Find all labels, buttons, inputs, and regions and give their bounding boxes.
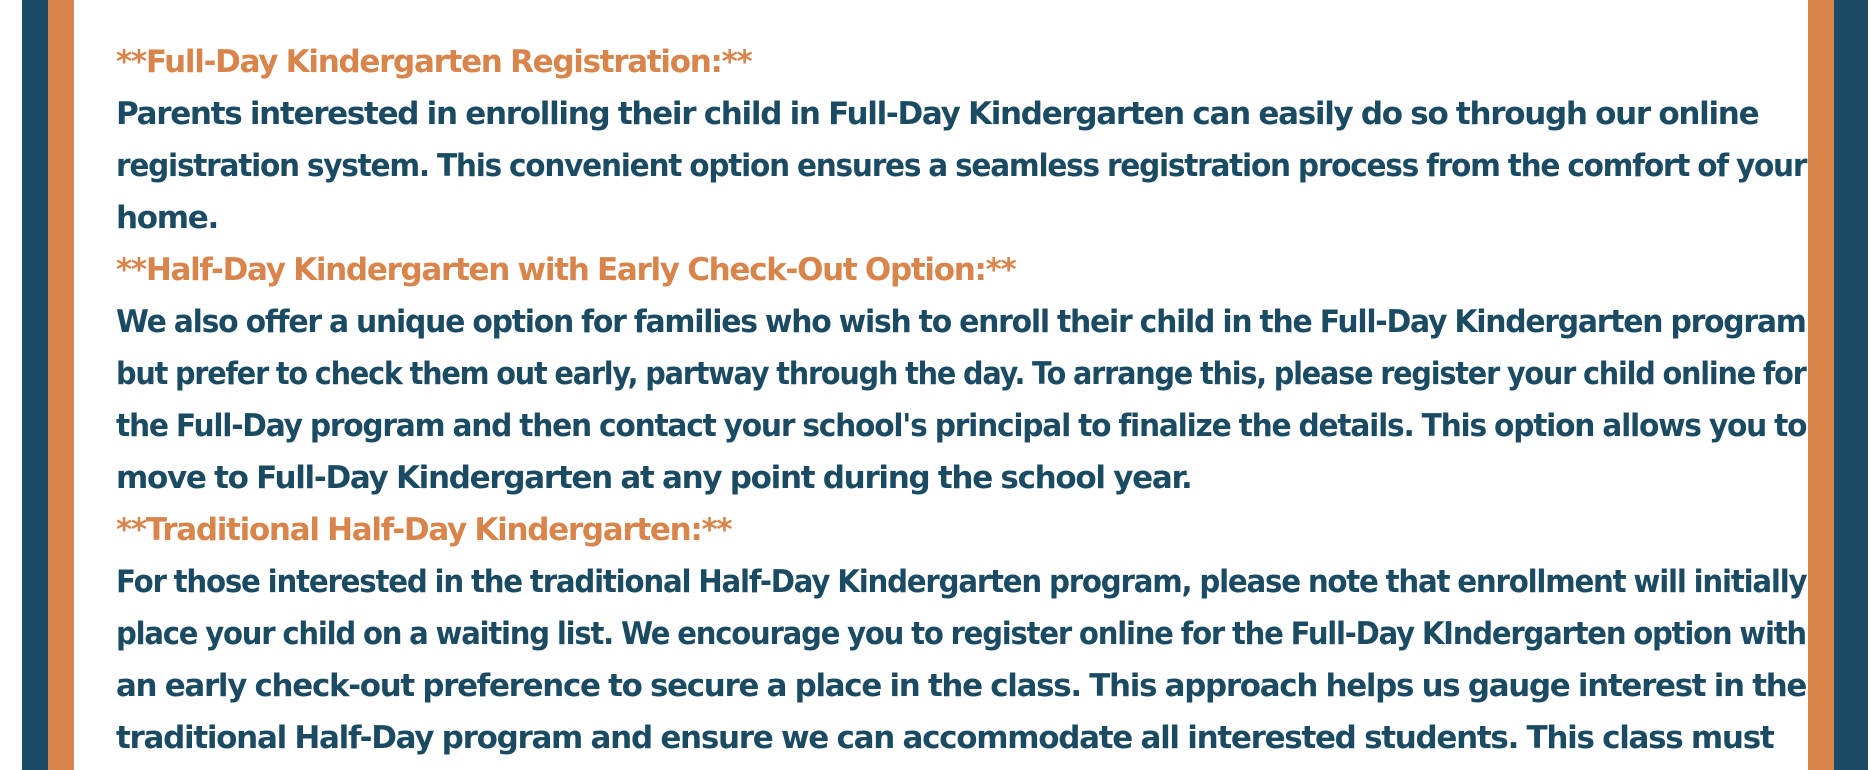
document-content (116, 36, 1806, 764)
section-traditional-half-day (116, 504, 1806, 764)
paragraph-line: move to Full-Day Kindergarten at any point during the school year. (116, 460, 1192, 496)
paragraph-line: We also offer a unique option for families who wish to enroll their child in the Full-Day Kindergarten program (116, 304, 1806, 340)
right-orange-border (1808, 0, 1834, 770)
left-orange-border (48, 0, 74, 770)
left-margin (0, 0, 22, 770)
paragraph-line: Parents interested in enrolling their child in Full-Day Kindergarten can easily do so through our online (116, 96, 1759, 132)
section-heading-traditional-half-day: **Traditional Half-Day Kindergarten:** (116, 512, 732, 548)
paragraph-line: but prefer to check them out early, partway through the day. To arrange this, please register your child online for (116, 356, 1806, 392)
section-paragraph-half-day-early-checkout (116, 296, 1806, 504)
left-navy-border (22, 0, 48, 770)
section-paragraph-full-day (116, 88, 1806, 244)
section-full-day-registration (116, 36, 1806, 244)
section-half-day-early-checkout (116, 244, 1806, 504)
paragraph-line: an early check-out preference to secure a place in the class. This approach helps us gauge interest in the (116, 668, 1807, 704)
section-heading-full-day: **Full-Day Kindergarten Registration:** (116, 44, 752, 80)
section-heading-half-day-early-checkout: **Half-Day Kindergarten with Early Check-Out Option:** (116, 252, 1016, 288)
paragraph-line: home. (116, 200, 218, 236)
paragraph-line: the Full-Day program and then contact your school's principal to finalize the details. This option allows you to (116, 408, 1807, 444)
paragraph-line: place your child on a waiting list. We encourage you to register online for the Full-Day KIndergarten option with (116, 616, 1806, 652)
right-navy-border (1834, 0, 1868, 770)
paragraph-line: For those interested in the traditional Half-Day Kindergarten program, please note that enrollment will initially (116, 564, 1807, 600)
paragraph-line: registration system. This convenient option ensures a seamless registration process from the comfort of your (116, 148, 1807, 184)
paragraph-line: traditional Half-Day program and ensure we can accommodate all interested students. This class must (116, 720, 1774, 756)
section-paragraph-traditional-half-day (116, 556, 1806, 764)
